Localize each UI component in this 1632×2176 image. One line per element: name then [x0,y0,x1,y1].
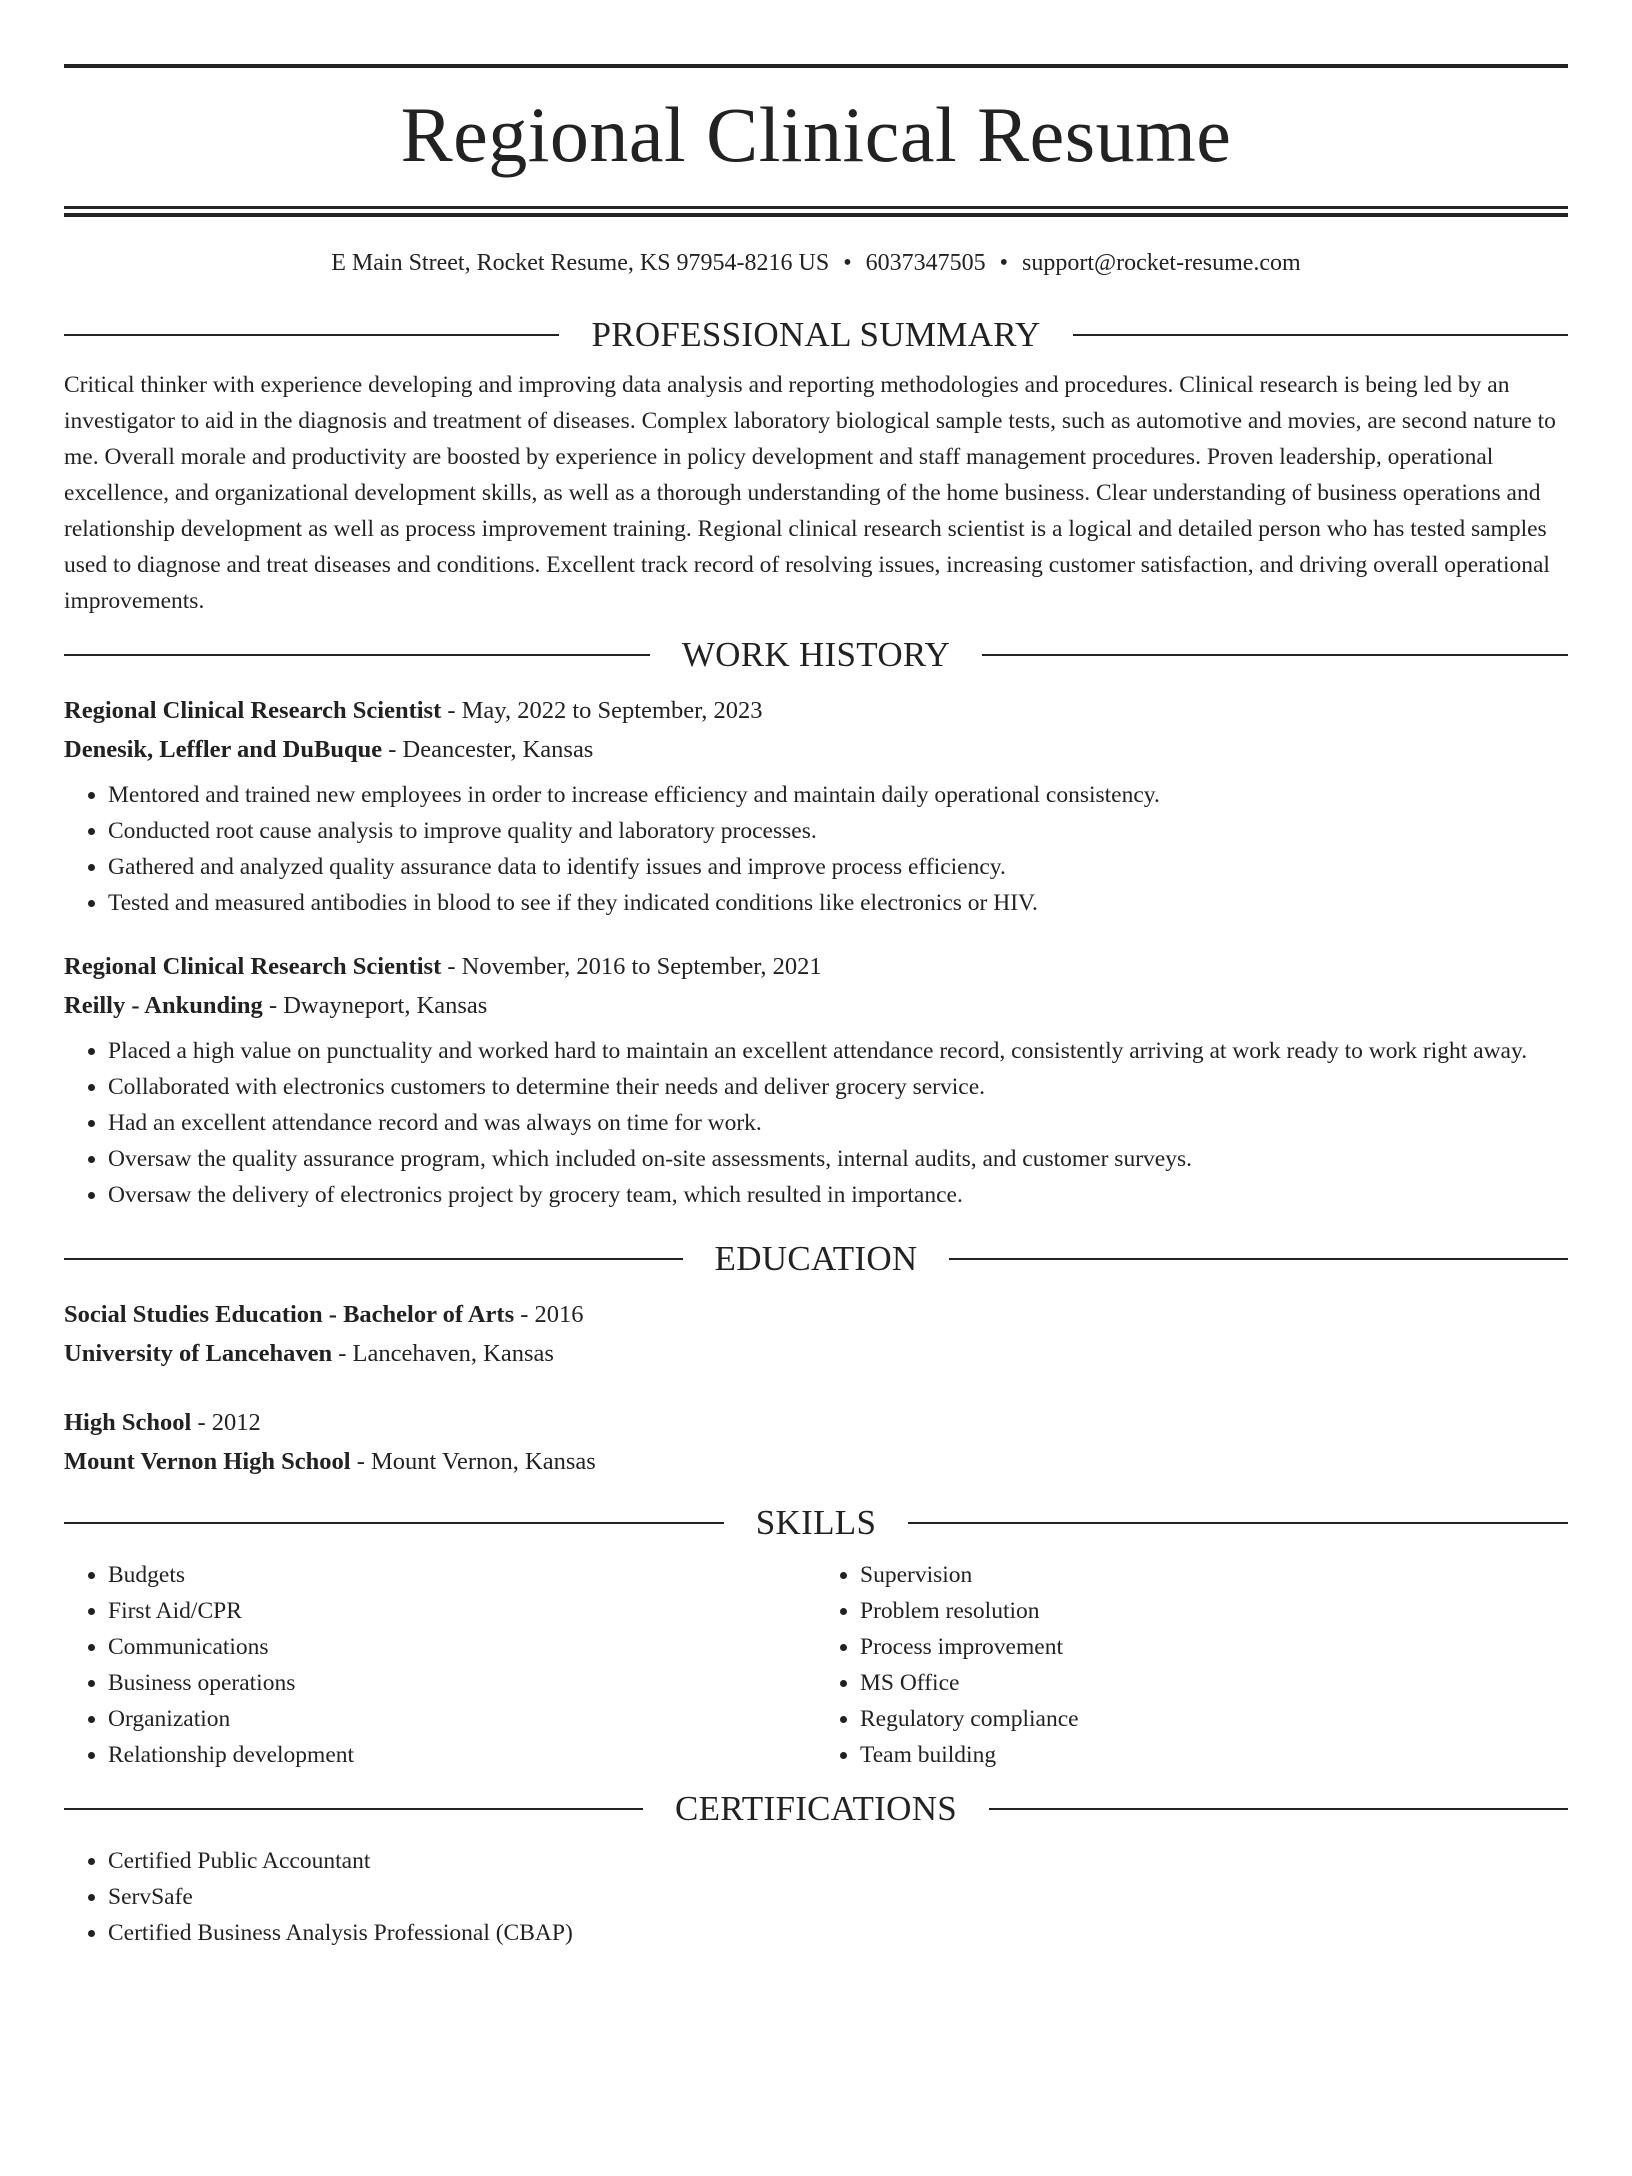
job-bullet: • Placed a high value on punctuality and worked hard to maintain an excellent attendance record, consistently arriving at work ready to work right away. [108,1033,1568,1069]
education-degree-line [64,1295,1568,1334]
education-school: Mount Vernon High School [64,1448,351,1475]
job-company: Denesik, Leffler and DuBuque [64,736,383,763]
job-bullet: • Gathered and analyzed quality assurance data to identify issues and improve process efficiency. [108,849,1568,885]
job-entry [64,947,1568,1213]
section-rule [64,654,650,656]
section-title-summary: PROFESSIONAL SUMMARY [591,315,1041,354]
certification-item: • Certified Business Analysis Professional (CBAP) [108,1915,1568,1951]
summary-paragraph: Critical thinker with experience developing and improving data analysis and reporting methodologies and procedures. Clinical research is being led by an investigator to aid in the diagnosis and treatment of diseases. Complex laboratory biological sample tests, such as automotive and movies, are second nature to me. Overall morale and productivity are boosted by experience in policy development and staff management procedures. Proven leadership, operational excellence, and organizational development skills, as well as a thorough understanding of the home business. Clear understanding of business operations and relationship development as well as process improvement training. Regional clinical research scientist is a logical and detailed person who has tested samples used to diagnose and treat diseases and conditions. Excellent track record of resolving issues, increasing customer satisfaction, and driving overall operational improvements. [64,372,1556,614]
resume-title: Regional Clinical Resume [400,91,1232,178]
resume-page [0,64,1632,2176]
section-title-skills: SKILLS [755,1503,877,1542]
section-rule [989,1808,1568,1810]
skill-item: • Regulatory compliance [860,1701,1568,1737]
section-header-summary [64,315,1568,355]
section-header-education [64,1239,1568,1279]
job-bullet: • Conducted root cause analysis to improve quality and laboratory processes. [108,813,1568,849]
job-bullet: • Oversaw the quality assurance program, which included on-site assessments, internal audits, and customer surveys. [108,1141,1568,1177]
contact-separator: • [999,250,1009,276]
job-bullet: • Oversaw the delivery of electronics project by grocery team, which resulted in importance. [108,1177,1568,1213]
job-bullet: • Tested and measured antibodies in blood to see if they indicated conditions like electronics or HIV. [108,885,1568,921]
section-title-education: EDUCATION [714,1239,918,1278]
top-rule [64,64,1568,68]
section-rule [982,654,1568,656]
job-bullet: • Mentored and trained new employees in order to increase efficiency and maintain daily operational consistency. [108,777,1568,813]
education-degree: Social Studies Education - Bachelor of Arts [64,1301,515,1328]
education-location: - Mount Vernon, Kansas [350,1448,596,1475]
section-rule [64,334,559,336]
job-company-line [64,730,1568,769]
skill-item: • First Aid/CPR [108,1593,816,1629]
section-rule [64,1522,724,1524]
section-header-certifications [64,1789,1568,1829]
contact-address: E Main Street, Rocket Resume, KS 97954-8216 US [331,250,830,276]
education-year: - 2016 [514,1301,584,1328]
section-title-certifications: CERTIFICATIONS [674,1789,958,1828]
section-rule [64,1258,683,1260]
job-bullet-list [64,777,1568,921]
skill-item: • Process improvement [860,1629,1568,1665]
section-rule [949,1258,1568,1260]
contact-phone: 6037347505 [865,250,986,276]
education-degree: High School [64,1409,192,1436]
job-dates: - November, 2016 to September, 2021 [441,953,822,980]
skills-grid [64,1543,1568,1773]
education-year: - 2012 [191,1409,261,1436]
job-dates: - May, 2022 to September, 2023 [441,697,763,724]
skills-list-left [64,1557,816,1773]
title-double-rule [64,206,1568,217]
education-location: - Lancehaven, Kansas [332,1340,554,1367]
skill-item: • Communications [108,1629,816,1665]
skill-item: • Organization [108,1701,816,1737]
job-company-line [64,986,1568,1025]
certifications-list [64,1843,1568,1951]
skill-item: • Business operations [108,1665,816,1701]
job-company: Reilly - Ankunding [64,992,263,1019]
job-location: - Deancester, Kansas [382,736,594,763]
education-degree-line [64,1403,1568,1442]
skill-item: • Budgets [108,1557,816,1593]
section-rule [1073,334,1568,336]
contact-separator: • [843,250,852,276]
skill-item: • Supervision [860,1557,1568,1593]
education-entry [64,1295,1568,1373]
section-header-skills [64,1503,1568,1543]
skill-item: • Relationship development [108,1737,816,1773]
job-title: Regional Clinical Research Scientist [64,953,442,980]
certification-item: • ServSafe [108,1879,1568,1915]
job-location: - Dwayneport, Kansas [262,992,488,1019]
certification-item: • Certified Public Accountant [108,1843,1568,1879]
job-bullet: • Had an excellent attendance record and was always on time for work. [108,1105,1568,1141]
education-school-line [64,1442,1568,1481]
section-header-work [64,635,1568,675]
contact-line [64,245,1568,281]
job-title-line [64,947,1568,986]
education-school: University of Lancehaven [64,1340,333,1367]
education-school-line [64,1334,1568,1373]
job-bullet: • Collaborated with electronics customers to determine their needs and deliver grocery service. [108,1069,1568,1105]
skill-item: • Problem resolution [860,1593,1568,1629]
job-entry [64,691,1568,921]
section-rule [908,1522,1568,1524]
section-title-work: WORK HISTORY [681,635,951,674]
job-title: Regional Clinical Research Scientist [64,697,442,724]
job-bullet-list [64,1033,1568,1213]
skill-item: • MS Office [860,1665,1568,1701]
skill-item: • Team building [860,1737,1568,1773]
education-entry [64,1403,1568,1481]
job-title-line [64,691,1568,730]
section-rule [64,1808,643,1810]
skills-list-right [816,1557,1568,1773]
contact-email: support@rocket-resume.com [1022,250,1301,276]
